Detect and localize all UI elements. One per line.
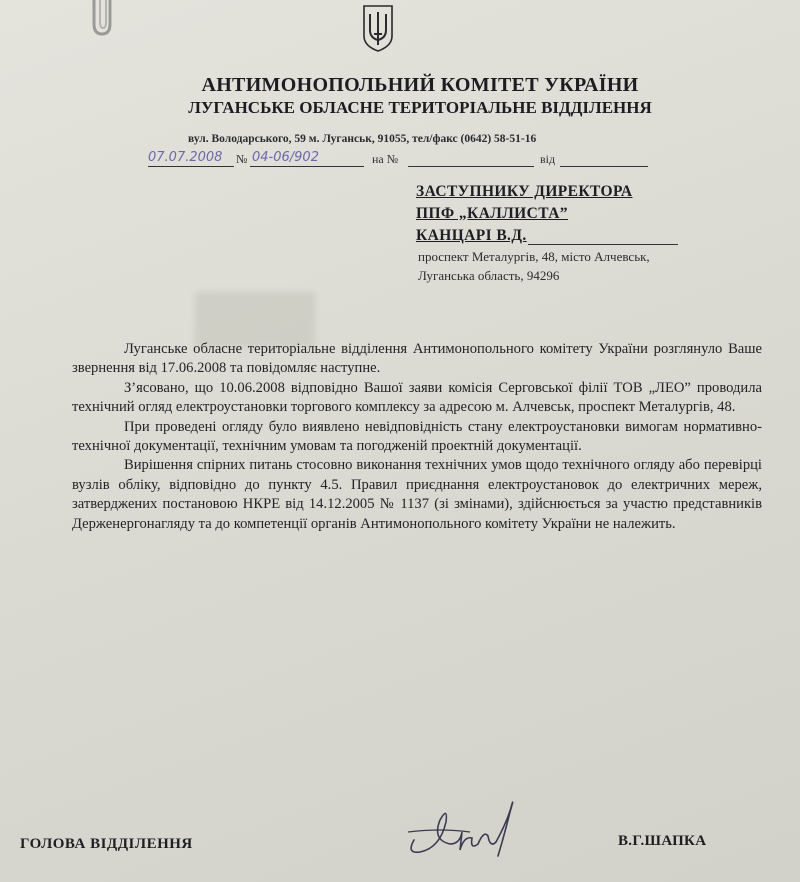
body-paragraph-4: Вирішення спірних питань стосовно виконання технічних умов щодо технічного огляду або перевірці вузлів обліку, відповідно до пункту 4.5. Правил приєднання електроустановок до електричних мереж, затверджених постановою НКРЕ від 14.12.2005 № 1137 (зі змінами), здійснюється за участю представників Держенергонагляду та до компетенції органів Антимонопольного комітету України не належить. xyxy=(72,457,762,532)
recipient-position: ЗАСТУПНИКУ ДИРЕКТОРА xyxy=(416,183,633,200)
paper-clip-icon xyxy=(86,0,120,40)
signatory-title: ГОЛОВА ВІДДІЛЕННЯ xyxy=(20,836,193,852)
letter-date: 07.07.2008 xyxy=(148,150,223,165)
department-name: ЛУГАНСЬКЕ ОБЛАСНЕ ТЕРИТОРІАЛЬНЕ ВІДДІЛЕННЯ xyxy=(188,98,652,117)
recipient-name: КАНЦАРІ В.Д. xyxy=(416,227,527,244)
from-label: від xyxy=(540,152,556,166)
number-label: № xyxy=(236,152,248,166)
body-paragraph-1: Луганське обласне територіальне відділення Антимонопольного комітету України розглянуло Ваше звернення від 17.06.2008 та повідомляє наступне. xyxy=(72,341,762,377)
from-field xyxy=(560,150,648,167)
letter-body xyxy=(72,340,762,534)
recipient-underline xyxy=(528,244,678,245)
trident-emblem-icon xyxy=(362,4,394,52)
recipient-address-line1: проспект Металургів, 48, місто Алчевськ, xyxy=(418,249,650,264)
date-field xyxy=(148,150,234,167)
letter-number: 04-06/902 xyxy=(252,150,319,165)
reply-to-field xyxy=(408,150,534,167)
body-paragraph-2: З’ясовано, що 10.06.2008 відповідно Вашої заяви комісія Серговської філії ТОВ „ЛЕО” проводила технічний огляд електроустановки торгового комплексу за адресою м. Алчевськ, проспект Металургів, 48. xyxy=(72,379,762,416)
recipient-address-line2: Луганська область, 94296 xyxy=(418,268,560,283)
faded-stamp xyxy=(195,292,315,347)
recipient-company: ППФ „КАЛЛИСТА” xyxy=(416,205,568,222)
body-paragraph-3: При проведені огляду було виявлено невідповідність стану електроустановки вимогам нормативно-технічної документації, технічним умовам та погодженій проектній документації. xyxy=(72,418,762,455)
handwritten-signature xyxy=(400,792,540,864)
signatory-name: В.Г.ШАПКА xyxy=(618,833,707,849)
number-field xyxy=(250,150,364,167)
reply-to-label: на № xyxy=(372,152,399,166)
organization-address: вул. Володарського, 59 м. Луганськ, 91055, тел/факс (0642) 58-51-16 xyxy=(188,133,537,145)
organization-name: АНТИМОНОПОЛЬНИЙ КОМІТЕТ УКРАЇНИ xyxy=(201,74,639,96)
